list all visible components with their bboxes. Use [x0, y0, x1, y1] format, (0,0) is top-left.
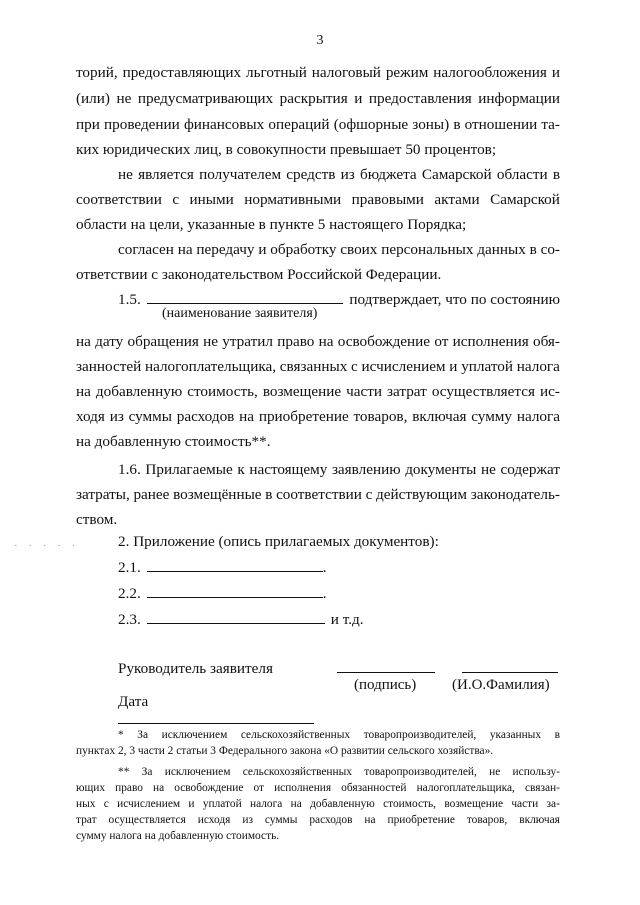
word: в	[554, 729, 560, 741]
word: из	[242, 814, 253, 826]
word: не	[481, 461, 496, 478]
paragraph-last-line: ких юридических лиц, в совокупности превышает 50 процентов;	[76, 141, 497, 158]
footnote-line	[118, 766, 560, 778]
word: предусматривающих	[137, 90, 274, 107]
word: на	[177, 241, 193, 258]
word: финансовых	[183, 116, 265, 133]
word: налога	[516, 358, 560, 375]
clause-text: подтверждает, что по состоянию	[349, 291, 560, 308]
word: с	[172, 191, 180, 208]
applicant-name-blank	[147, 290, 343, 304]
appendix-item-blank	[147, 558, 323, 572]
footnote-last-line: пунктах 2, 3 части 2 статьи 3 Федерального закона «О развитии сельского хозяйства».	[76, 745, 494, 757]
word: занностей	[76, 358, 142, 375]
word: ис-	[539, 383, 560, 400]
word: осуществляется	[108, 814, 186, 826]
word: зоны)	[412, 116, 450, 133]
word: от	[434, 333, 449, 350]
word: уплатой	[202, 798, 242, 810]
word: включая	[412, 408, 467, 425]
word: не	[203, 333, 218, 350]
word: не	[489, 766, 501, 778]
word: из	[340, 166, 355, 183]
appendix-item	[118, 558, 640, 577]
word: нормативными	[244, 191, 342, 208]
word: в	[552, 166, 560, 183]
word: стоимость,	[187, 383, 258, 400]
footnote-separator	[118, 723, 314, 724]
word: и	[449, 358, 458, 375]
word: с	[365, 486, 373, 503]
word: от	[253, 782, 265, 794]
justified-line	[118, 461, 560, 479]
word: и	[551, 64, 560, 81]
appendix-item-blank	[147, 584, 323, 598]
word: части	[511, 798, 539, 810]
word: товаров,	[466, 814, 508, 826]
footnote-line	[76, 782, 560, 794]
word: данных	[477, 241, 526, 258]
word: ходя	[76, 408, 105, 425]
paragraph-last-line: ством.	[76, 511, 118, 528]
word: средств	[286, 166, 336, 183]
word: ющих	[76, 782, 106, 794]
justified-line	[76, 90, 560, 108]
word: суммы	[264, 814, 298, 826]
appendix-item	[118, 584, 640, 603]
justified-line	[76, 383, 560, 401]
word: (офшорные	[333, 116, 409, 133]
word: обя-	[532, 333, 560, 350]
footnote-last-line: сумму налога на добавленную стоимость.	[76, 830, 280, 842]
word: налогоплательщика,	[416, 782, 515, 794]
word: приобретение	[258, 408, 349, 425]
word: правовыми	[351, 191, 424, 208]
word: обработку	[270, 241, 337, 258]
word: на	[76, 333, 91, 350]
date-label: Дата	[118, 693, 149, 710]
word: та-	[541, 116, 560, 133]
word: связанных	[279, 358, 348, 375]
word: стоимость,	[383, 798, 437, 810]
word: уплатой	[461, 358, 513, 375]
appendix-item	[118, 610, 640, 629]
word: товаропроизводителей,	[364, 766, 477, 778]
word: За	[137, 729, 149, 741]
word: сельскохозяйственных	[242, 766, 352, 778]
word: возмещённые	[173, 486, 262, 503]
word: из	[109, 408, 124, 425]
word: торий,	[76, 64, 118, 81]
word: персональных	[381, 241, 474, 258]
word: на	[76, 383, 91, 400]
word: налога	[516, 408, 560, 425]
justified-line	[118, 166, 560, 184]
word: право	[115, 782, 143, 794]
word: (или)	[76, 90, 110, 107]
word: на	[153, 782, 165, 794]
word: ранее	[133, 486, 170, 503]
word: трат	[76, 814, 97, 826]
word: актами	[434, 191, 480, 208]
footnote-line	[76, 814, 560, 826]
word: области	[496, 166, 548, 183]
word: затрат	[387, 383, 427, 400]
scan-artifact: · · · · ·	[14, 540, 80, 552]
word: операций	[268, 116, 330, 133]
word: и	[188, 798, 195, 810]
word: Прилагаемые	[145, 461, 233, 478]
word: исключением	[164, 766, 231, 778]
word: приобретение	[387, 814, 455, 826]
justified-line	[76, 64, 560, 82]
appendix-item-number: 2.2.	[118, 585, 141, 602]
word: заявлению	[331, 461, 401, 478]
justified-line	[118, 241, 560, 259]
footnote-line	[118, 729, 560, 741]
word: и	[354, 90, 363, 107]
word: получателем	[199, 166, 282, 183]
page-number: 3	[316, 33, 324, 48]
appendix-item-suffix: .	[322, 585, 327, 602]
justified-line	[76, 333, 560, 351]
word: проведении	[104, 116, 180, 133]
word: ных	[76, 798, 96, 810]
footnote-line	[76, 798, 560, 810]
word: возмещение	[444, 798, 504, 810]
word: осуществляется	[431, 383, 535, 400]
word: содержат	[500, 461, 560, 478]
word: исчислением	[117, 798, 181, 810]
word: части	[346, 383, 382, 400]
word: исполнения	[452, 333, 529, 350]
word: соответствии	[76, 191, 162, 208]
word: налогоплательщика,	[144, 358, 277, 375]
word: указанных	[489, 729, 542, 741]
word: в	[453, 116, 461, 133]
word: действующим	[376, 486, 468, 503]
word: возмещение	[262, 383, 342, 400]
word: со-	[540, 241, 560, 258]
word: освобождение	[174, 782, 244, 794]
word: налога	[249, 798, 283, 810]
word: освобождение	[337, 333, 431, 350]
appendix-item-blank	[147, 610, 325, 624]
word: в	[265, 486, 273, 503]
full-name-caption: (И.О.Фамилия)	[452, 677, 550, 693]
word: утратил	[222, 333, 273, 350]
word: с	[103, 798, 109, 810]
word: является	[138, 166, 194, 183]
word: сельскохозяйственных	[240, 729, 351, 741]
paragraph-last-line: ответствии с законодательством Российской Федерации.	[76, 266, 442, 283]
word: суммы	[128, 408, 172, 425]
head-of-applicant-label: Руководитель заявителя	[118, 660, 273, 677]
signature-caption: (подпись)	[354, 677, 417, 693]
word: дату	[95, 333, 124, 350]
appendix-item-number: 2.1.	[118, 559, 141, 576]
word: на	[239, 408, 255, 425]
word: к	[237, 461, 245, 478]
word: расходов	[176, 408, 235, 425]
word: исчислением	[361, 358, 446, 375]
word: добавленную	[95, 383, 183, 400]
word: с	[351, 358, 358, 375]
word: документы	[405, 461, 477, 478]
word: включая	[519, 814, 560, 826]
word: налоговый	[311, 64, 381, 81]
justified-line	[76, 116, 560, 134]
word: отношении	[464, 116, 538, 133]
justified-line	[76, 358, 560, 376]
word: при	[76, 116, 100, 133]
appendix-item-number: 2.3.	[118, 611, 141, 628]
word: предоставления	[368, 90, 472, 107]
word: бюджета	[360, 166, 417, 183]
word: согласен	[118, 241, 174, 258]
appendix-title: 2. Приложение (опись прилагаемых документов):	[118, 533, 439, 550]
word: иными	[189, 191, 234, 208]
paragraph-last-line: области на цели, указанные в пункте 5 настоящего Порядка;	[76, 216, 467, 233]
word: настоящему	[249, 461, 328, 478]
word: использу-	[512, 766, 560, 778]
word: сумму	[471, 408, 513, 425]
applicant-name-caption: (наименование заявителя)	[162, 306, 318, 321]
word: затраты,	[76, 486, 130, 503]
word: законодатель-	[470, 486, 560, 503]
word: на	[318, 333, 334, 350]
appendix-item-suffix: и т.д.	[330, 611, 364, 628]
word: передачу	[196, 241, 255, 258]
word: режим	[385, 64, 429, 81]
signature-line	[337, 672, 435, 673]
justified-line	[76, 191, 560, 209]
word: исполнения	[274, 782, 332, 794]
word: товаропроизводителей,	[363, 729, 477, 741]
paragraph-last-line: на добавленную стоимость**.	[76, 433, 271, 450]
word: исключением	[161, 729, 228, 741]
word: льготный	[246, 64, 307, 81]
word: информации	[478, 90, 560, 107]
word: За	[141, 766, 153, 778]
word: не	[118, 166, 133, 183]
word: за-	[546, 798, 560, 810]
word: и	[258, 241, 267, 258]
word: налогообложения	[433, 64, 547, 81]
word: соответствии	[276, 486, 362, 503]
word: товаров,	[353, 408, 408, 425]
word: на	[364, 814, 376, 826]
word: своих	[340, 241, 378, 258]
word: Самарской	[421, 166, 492, 183]
full-name-line	[462, 672, 558, 673]
word: связан-	[524, 782, 560, 794]
word: предоставляющих	[122, 64, 242, 81]
word: исходя	[197, 814, 231, 826]
word: **	[118, 766, 130, 778]
word: 1.6.	[118, 461, 141, 478]
justified-line	[76, 486, 560, 504]
word: обращения	[127, 333, 199, 350]
word: добавленную	[310, 798, 375, 810]
word: в	[529, 241, 537, 258]
clause-number: 1.5.	[118, 291, 141, 308]
word: *	[118, 729, 124, 741]
word: не	[116, 90, 132, 107]
appendix-item-suffix: .	[322, 559, 327, 576]
word: раскрытия	[279, 90, 348, 107]
word: расходов	[309, 814, 353, 826]
word: право	[277, 333, 315, 350]
word: обязанностей	[341, 782, 407, 794]
word: Самарской	[490, 191, 560, 208]
justified-line	[76, 408, 560, 426]
word: на	[290, 798, 302, 810]
